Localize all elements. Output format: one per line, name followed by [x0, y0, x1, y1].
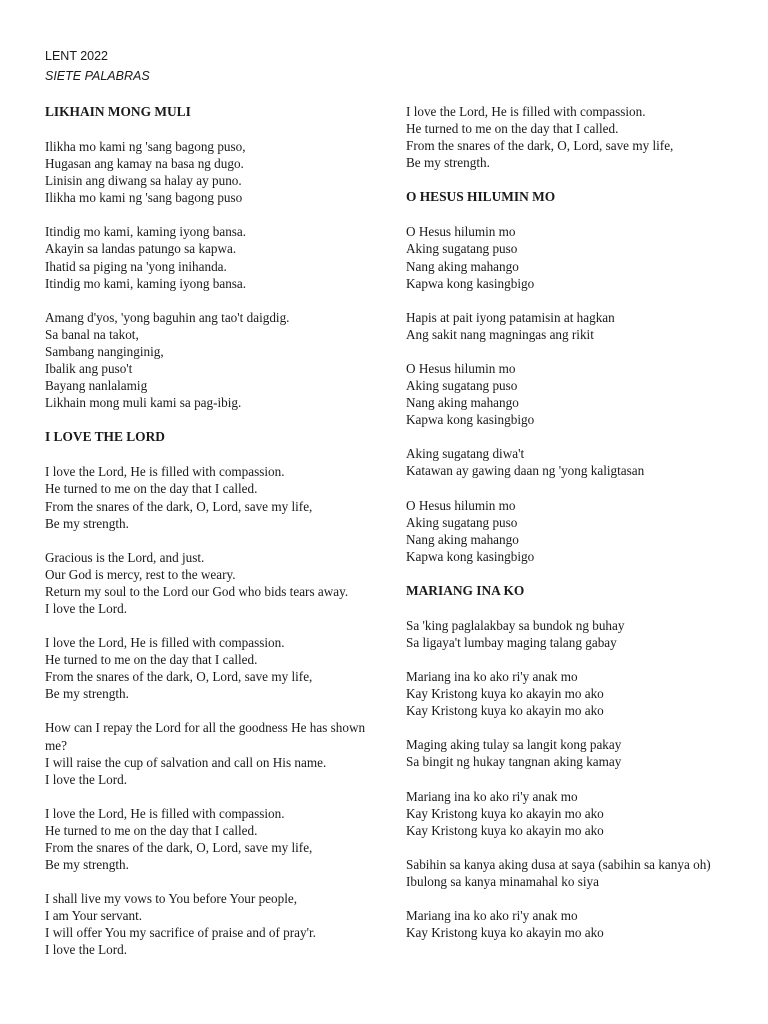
- lyric-line: Kay Kristong kuya ko akayin mo ako: [406, 805, 604, 821]
- lyric-line: Aking sugatang diwa't: [406, 446, 525, 462]
- lyric-line: Ihatid sa piging na 'yong inihanda.: [45, 258, 227, 274]
- lyric-line: Nang aking mahango: [406, 258, 519, 274]
- lyric-line: He turned to me on the day that I called.: [45, 481, 258, 497]
- lyric-line: From the snares of the dark, O, Lord, save my life,: [45, 669, 313, 685]
- page-header: [45, 46, 150, 86]
- stanza: [406, 617, 728, 651]
- lyric-line: O Hesus hilumin mo: [406, 497, 516, 513]
- stanza: [406, 668, 728, 719]
- lyric-line: Nang aking mahango: [406, 531, 519, 547]
- document-subtitle: SIETE PALABRAS: [45, 69, 150, 83]
- stanza: [45, 634, 367, 702]
- lyric-line: From the snares of the dark, O, Lord, save my life,: [45, 498, 313, 514]
- lyric-line: Ibulong sa kanya minamahal ko siya: [406, 873, 600, 889]
- lyric-line: Be my strength.: [45, 515, 129, 531]
- lyric-line: I am Your servant.: [45, 908, 143, 924]
- lyric-line: Sa ligaya't lumbay maging talang gabay: [406, 634, 617, 650]
- stanza: [45, 138, 367, 206]
- stanza: [406, 103, 728, 171]
- lyric-line: Kay Kristong kuya ko akayin mo ako: [406, 925, 604, 941]
- lyric-line: Be my strength.: [406, 155, 490, 171]
- stanza: [45, 549, 367, 617]
- lyric-line: Maging aking tulay sa langit kong pakay: [406, 737, 622, 753]
- stanza: [406, 788, 728, 839]
- stanza: [406, 445, 728, 479]
- lyric-line: O Hesus hilumin mo: [406, 360, 516, 376]
- lyric-line: Be my strength.: [45, 686, 129, 702]
- song: [45, 428, 367, 958]
- stanza: [406, 497, 728, 565]
- document-title: LENT 2022: [45, 49, 109, 63]
- lyric-line: Be my strength.: [45, 857, 129, 873]
- stanza: [406, 856, 728, 890]
- lyric-line: Bayang nanlalamig: [45, 378, 148, 394]
- lyric-line: Katawan ay gawing daan ng 'yong kaligtasan: [406, 463, 645, 479]
- lyric-line: I love the Lord, He is filled with compassion.: [45, 635, 285, 651]
- lyric-line: He turned to me on the day that I called.: [45, 652, 258, 668]
- stanza: [45, 309, 367, 412]
- lyric-line: Sa 'king paglalakbay sa bundok ng buhay: [406, 617, 625, 633]
- lyric-line: Return my soul to the Lord our God who bids tears away.: [45, 583, 349, 599]
- stanza: [406, 309, 728, 343]
- lyric-line: I love the Lord, He is filled with compassion.: [45, 805, 285, 821]
- lyric-line: Hugasan ang kamay na basa ng dugo.: [45, 156, 244, 172]
- stanza: [406, 223, 728, 291]
- lyric-line: Kay Kristong kuya ko akayin mo ako: [406, 703, 604, 719]
- right-column: [406, 103, 728, 958]
- lyric-line: Itindig mo kami, kaming iyong bansa.: [45, 224, 247, 240]
- lyric-line: I love the Lord, He is filled with compassion.: [45, 464, 285, 480]
- lyric-line: Sambang nanginginig,: [45, 343, 164, 359]
- stanza: [406, 907, 728, 941]
- stanza: [406, 736, 728, 770]
- lyric-line: Likhain mong muli kami sa pag-ibig.: [45, 395, 242, 411]
- lyric-line: Kapwa kong kasingbigo: [406, 275, 535, 291]
- lyric-line: From the snares of the dark, O, Lord, save my life,: [45, 840, 313, 855]
- lyric-line: Ilikha mo kami ng 'sang bagong puso: [45, 190, 243, 206]
- song-title: MARIANG INA KO: [406, 582, 525, 598]
- song: [406, 103, 728, 171]
- lyric-line: Nang aking mahango: [406, 395, 519, 411]
- stanza: [45, 890, 367, 958]
- lyric-line: Aking sugatang puso: [406, 241, 518, 257]
- lyric-line: Sabihin sa kanya aking dusa at saya (sabihin sa kanya oh): [406, 856, 711, 872]
- stanza: [45, 223, 367, 291]
- lyric-line: Kay Kristong kuya ko akayin mo ako: [406, 686, 604, 702]
- lyric-line: Ilikha mo kami ng 'sang bagong puso,: [45, 139, 246, 154]
- lyric-line: I love the Lord, He is filled with compassion.: [406, 104, 646, 119]
- lyric-line: I shall live my vows to You before Your people,: [45, 891, 298, 907]
- lyric-line: I will raise the cup of salvation and call on His name.: [45, 754, 327, 770]
- lyric-line: Hapis at pait iyong patamisin at hagkan: [406, 309, 615, 325]
- lyric-line: Our God is mercy, rest to the weary.: [45, 566, 236, 582]
- lyric-line: How can I repay the Lord for all the goodness He has shown me?: [45, 720, 366, 753]
- lyric-line: Mariang ina ko ako ri'y anak mo: [406, 908, 578, 923]
- lyric-line: Aking sugatang puso: [406, 378, 518, 394]
- stanza: [45, 463, 367, 531]
- lyric-line: Kapwa kong kasingbigo: [406, 548, 535, 564]
- lyric-line: I love the Lord.: [45, 771, 128, 787]
- lyric-line: Akayin sa landas patungo sa kapwa.: [45, 241, 237, 257]
- lyric-line: Aking sugatang puso: [406, 514, 518, 530]
- lyric-line: Mariang ina ko ako ri'y anak mo: [406, 669, 578, 685]
- lyric-line: He turned to me on the day that I called.: [406, 121, 619, 137]
- lyric-line: Linisin ang diwang sa halay ay puno.: [45, 173, 242, 189]
- lyric-line: He turned to me on the day that I called.: [45, 822, 258, 838]
- lyric-line: From the snares of the dark, O, Lord, save my life,: [406, 138, 674, 154]
- lyric-line: I will offer You my sacrifice of praise and of pray'r.: [45, 925, 316, 941]
- song-title: O HESUS HILUMIN MO: [406, 189, 556, 205]
- lyric-line: I love the Lord.: [45, 942, 128, 958]
- lyric-line: Ang sakit nang magningas ang rikit: [406, 326, 594, 342]
- song-title: I LOVE THE LORD: [45, 429, 165, 445]
- song-title: LIKHAIN MONG MULI: [45, 104, 191, 119]
- lyric-line: O Hesus hilumin mo: [406, 224, 516, 240]
- lyric-line: Sa bingit ng hukay tangnan aking kamay: [406, 754, 622, 770]
- song: [45, 103, 367, 411]
- lyric-line: Amang d'yos, 'yong baguhin ang tao't daigdig.: [45, 309, 290, 325]
- stanza: [45, 805, 367, 873]
- left-column: [45, 101, 367, 976]
- lyric-line: Itindig mo kami, kaming iyong bansa.: [45, 275, 247, 291]
- song: [406, 188, 728, 565]
- stanza: [45, 719, 367, 787]
- lyric-line: Ibalik ang puso't: [45, 361, 133, 377]
- lyric-line: I love the Lord.: [45, 600, 128, 616]
- lyric-line: Kapwa kong kasingbigo: [406, 412, 535, 428]
- song: [406, 582, 728, 941]
- lyric-line: Kay Kristong kuya ko akayin mo ako: [406, 822, 604, 838]
- lyric-line: Sa banal na takot,: [45, 326, 139, 342]
- stanza: [406, 360, 728, 428]
- lyric-line: Gracious is the Lord, and just.: [45, 549, 205, 565]
- lyric-line: Mariang ina ko ako ri'y anak mo: [406, 788, 578, 804]
